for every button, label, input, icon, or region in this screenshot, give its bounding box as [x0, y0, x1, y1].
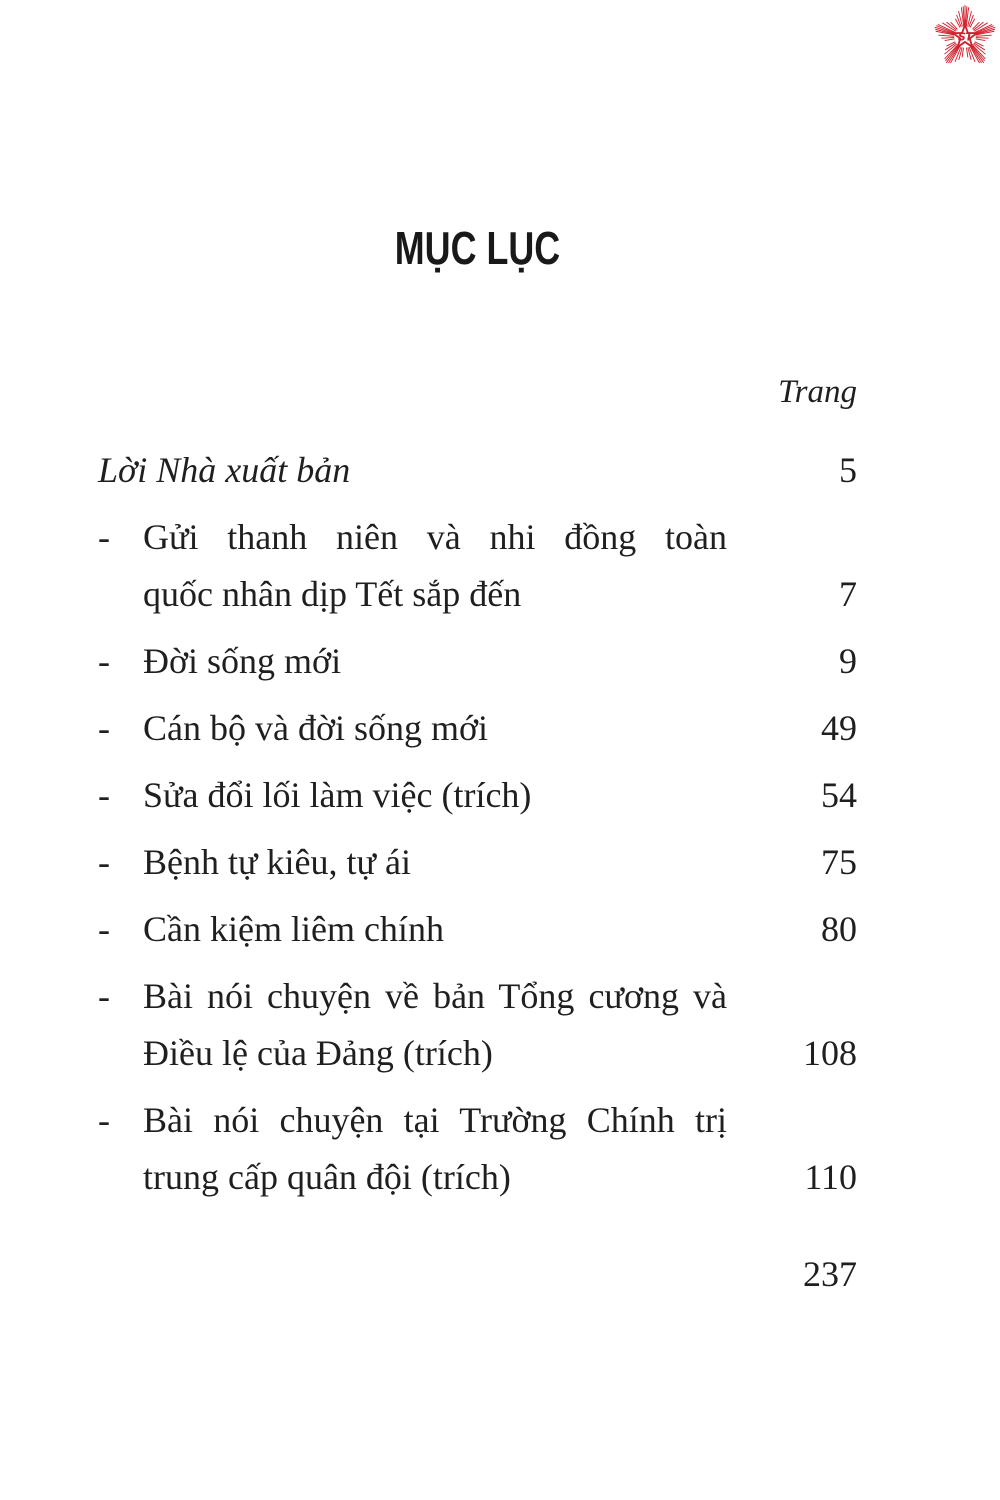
toc-entry-title: [143, 968, 727, 1082]
toc-entry-marker: -: [98, 842, 110, 882]
toc-entry-title: [143, 767, 727, 824]
toc-entry-title: [143, 509, 727, 623]
toc-entry: [98, 509, 857, 623]
toc-entry: [98, 968, 857, 1082]
toc-entry-title-line: Gửi thanh niên và nhi đồng toàn: [143, 517, 727, 557]
publisher-logo-icon: [930, 2, 1000, 72]
publisher-logo-monogram: ST: [957, 30, 973, 44]
toc-entry-page: 49: [821, 708, 857, 748]
page-column-header: Trang: [778, 374, 857, 410]
toc-entry: [98, 767, 857, 824]
toc-entry-title: [98, 442, 682, 499]
toc-entry-title-line: Cần kiệm liêm chính: [143, 909, 444, 949]
toc-list: [98, 442, 857, 1206]
toc-entry-title-line: trung cấp quân đội (trích): [143, 1157, 511, 1197]
toc-entry: [98, 901, 857, 958]
toc-entry: [98, 442, 857, 499]
toc-entry: [98, 700, 857, 757]
toc-entry-page: 108: [803, 1033, 857, 1073]
page-title: MỤC LỤC: [394, 222, 561, 274]
toc-entry-title-line: Bệnh tự kiêu, tự ái: [143, 842, 411, 882]
toc-entry-marker: -: [98, 1100, 110, 1140]
toc-entry-title-line: quốc nhân dịp Tết sắp đến: [143, 574, 522, 614]
toc-entry-marker: -: [98, 641, 110, 681]
toc-entry-title: [143, 834, 727, 891]
toc-entry-title-line: Bài nói chuyện tại Trường Chính trị: [143, 1100, 727, 1140]
toc-entry-page: 110: [804, 1157, 857, 1197]
toc-entry-title: [143, 700, 727, 757]
toc-entry-marker: -: [98, 708, 110, 748]
toc-entry-title-line: Lời Nhà xuất bản: [98, 450, 351, 490]
toc-entry: [98, 834, 857, 891]
toc-entry-marker: -: [98, 517, 110, 557]
toc-entry-title-line: Đời sống mới: [143, 641, 342, 681]
toc-entry-title: [143, 901, 727, 958]
toc-entry-title-line: Bài nói chuyện về bản Tổng cương và: [143, 976, 727, 1016]
toc-entry-title: [143, 1092, 727, 1206]
folio-page-number: 237: [803, 1254, 857, 1294]
toc-entry-marker: -: [98, 775, 110, 815]
toc-entry-title: [143, 633, 727, 690]
toc-entry-page: 54: [821, 775, 857, 815]
toc-entry-page: 75: [821, 842, 857, 882]
toc-entry-title-line: Điều lệ của Đảng (trích): [143, 1033, 493, 1073]
toc-entry-title-line: Sửa đổi lối làm việc (trích): [143, 775, 532, 815]
toc-content: [98, 0, 857, 1296]
toc-entry-page: 9: [839, 641, 857, 681]
toc-entry-marker: -: [98, 909, 110, 949]
toc-entry-page: 5: [839, 450, 857, 490]
toc-entry-page: 7: [839, 574, 857, 614]
toc-entry-page: 80: [821, 909, 857, 949]
toc-entry-marker: -: [98, 976, 110, 1016]
toc-entry: [98, 1092, 857, 1206]
toc-entry: [98, 633, 857, 690]
toc-entry-title-line: Cán bộ và đời sống mới: [143, 708, 489, 748]
